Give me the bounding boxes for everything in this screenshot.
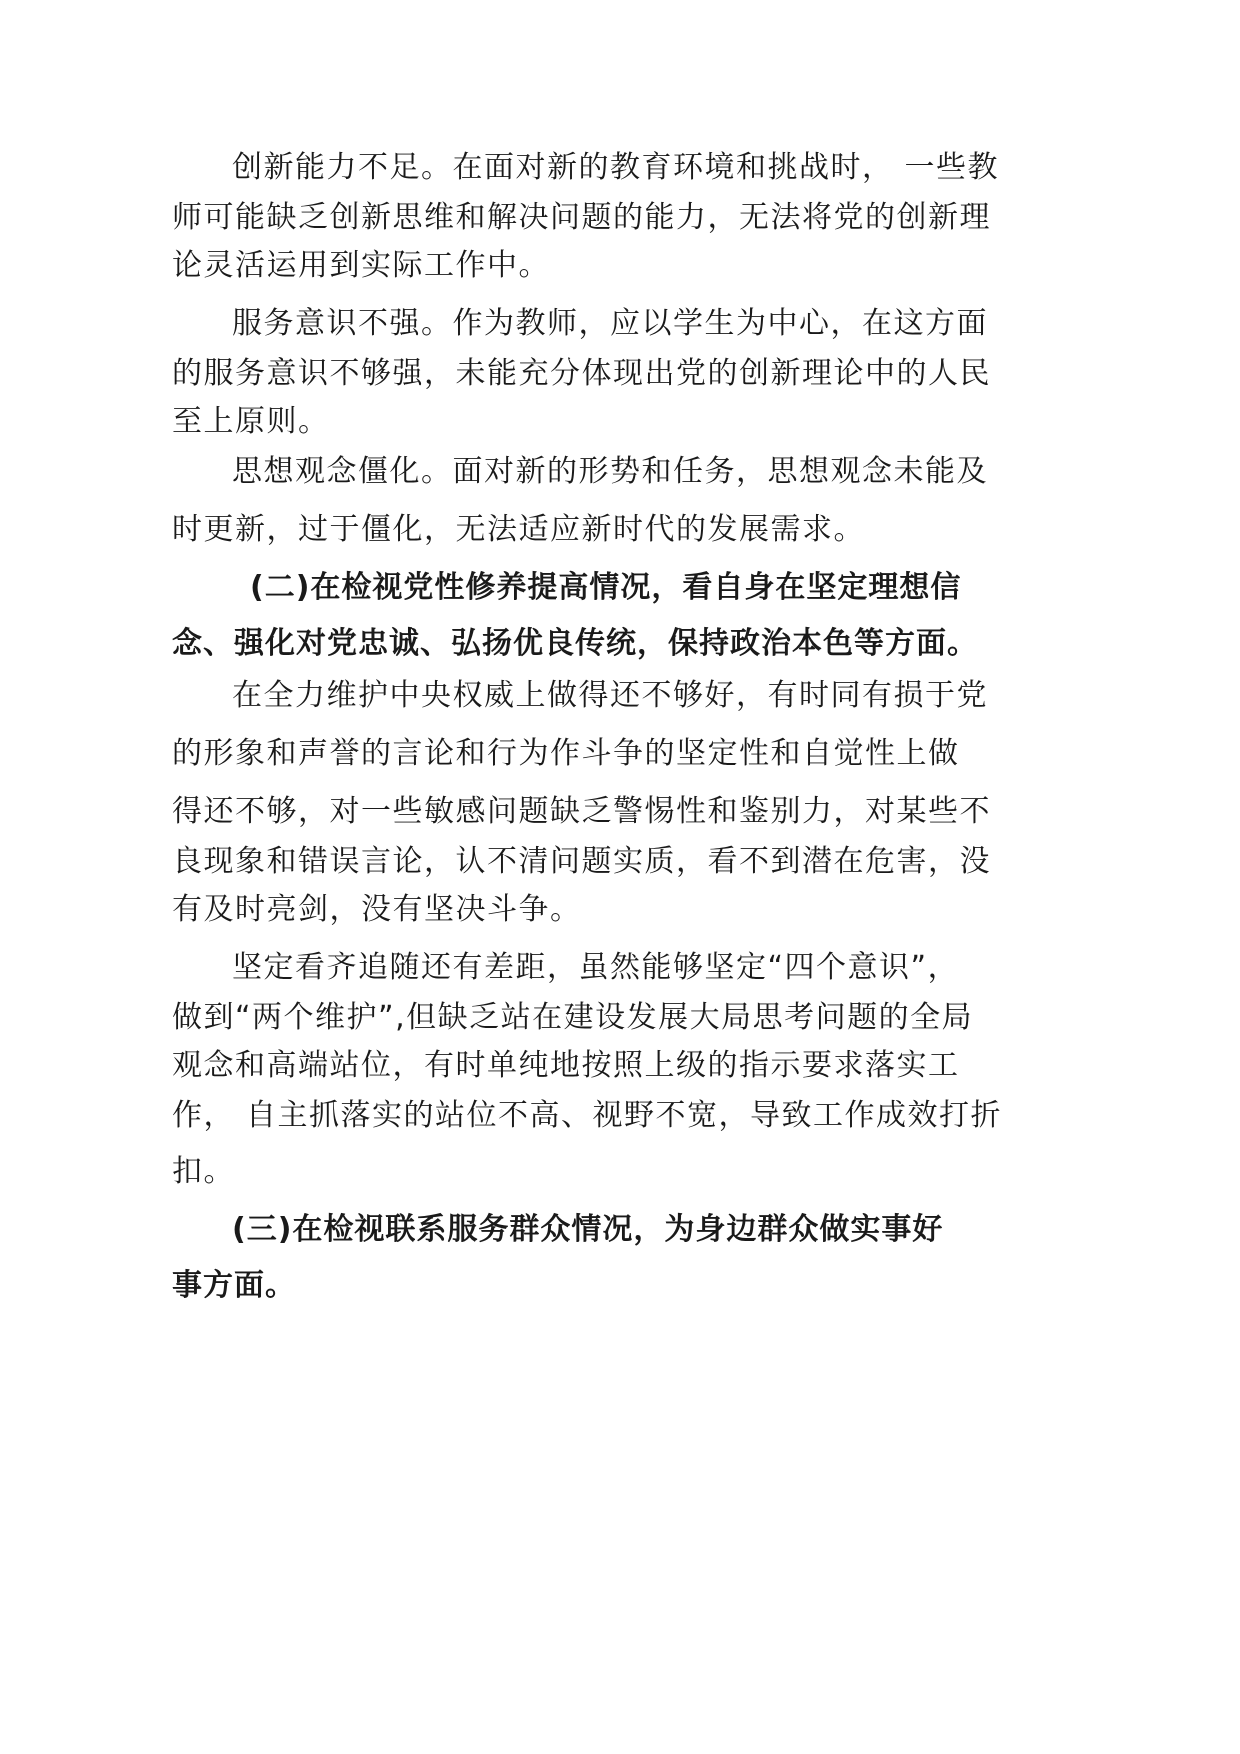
paragraph-line: 观念和高端站位，有时单纯地按照上级的指示要求落实工 [172,1048,960,1083]
paragraph-line: 在全力维护中央权威上做得还不够好，有时同有损于党 [232,678,988,713]
paragraph-line: 良现象和错误言论，认不清问题实质，看不到潜在危害，没 [172,844,991,879]
paragraph-line: 创新能力不足。在面对新的教育环境和挑战时， 一些教 [232,150,1000,185]
section-heading-line: (三)在检视联系服务群众情况，为身边群众做实事好 [232,1212,944,1247]
paragraph-line: 时更新，过于僵化，无法适应新时代的发展需求。 [172,512,865,547]
section-heading-line: 事方面。 [172,1268,296,1303]
paragraph-line: 至上原则。 [172,404,330,439]
paragraph-line: 师可能缺乏创新思维和解决问题的能力，无法将党的创新理 [172,200,991,235]
paragraph-line: 的服务意识不够强，未能充分体现出党的创新理论中的人民 [172,356,991,391]
paragraph-line: 服务意识不强。作为教师，应以学生为中心，在这方面 [232,306,988,341]
paragraph-line: 有及时亮剑，没有坚决斗争。 [172,892,582,927]
paragraph-line: 思想观念僵化。面对新的形势和任务，思想观念未能及 [232,454,988,489]
paragraph-line: 做到“两个维护”,但缺乏站在建设发展大局思考问题的全局 [172,1000,974,1035]
section-heading-line: 念、强化对党忠诚、弘扬优良传统，保持政治本色等方面。 [172,626,978,661]
paragraph-line: 得还不够，对一些敏感问题缺乏警惕性和鉴别力，对某些不 [172,794,991,829]
paragraph-line: 扣。 [172,1154,235,1189]
paragraph-line: 作， 自主抓落实的站位不高、视野不宽，导致工作成效打折 [172,1098,1003,1133]
paragraph-line: 的形象和声誉的言论和行为作斗争的坚定性和自觉性上做 [172,736,960,771]
paragraph-line: 论灵活运用到实际工作中。 [172,248,550,283]
paragraph-line: 坚定看齐追随还有差距，虽然能够坚定“四个意识”， [232,950,960,985]
section-heading-line: (二)在检视党性修养提高情况，看自身在坚定理想信 [250,570,962,605]
